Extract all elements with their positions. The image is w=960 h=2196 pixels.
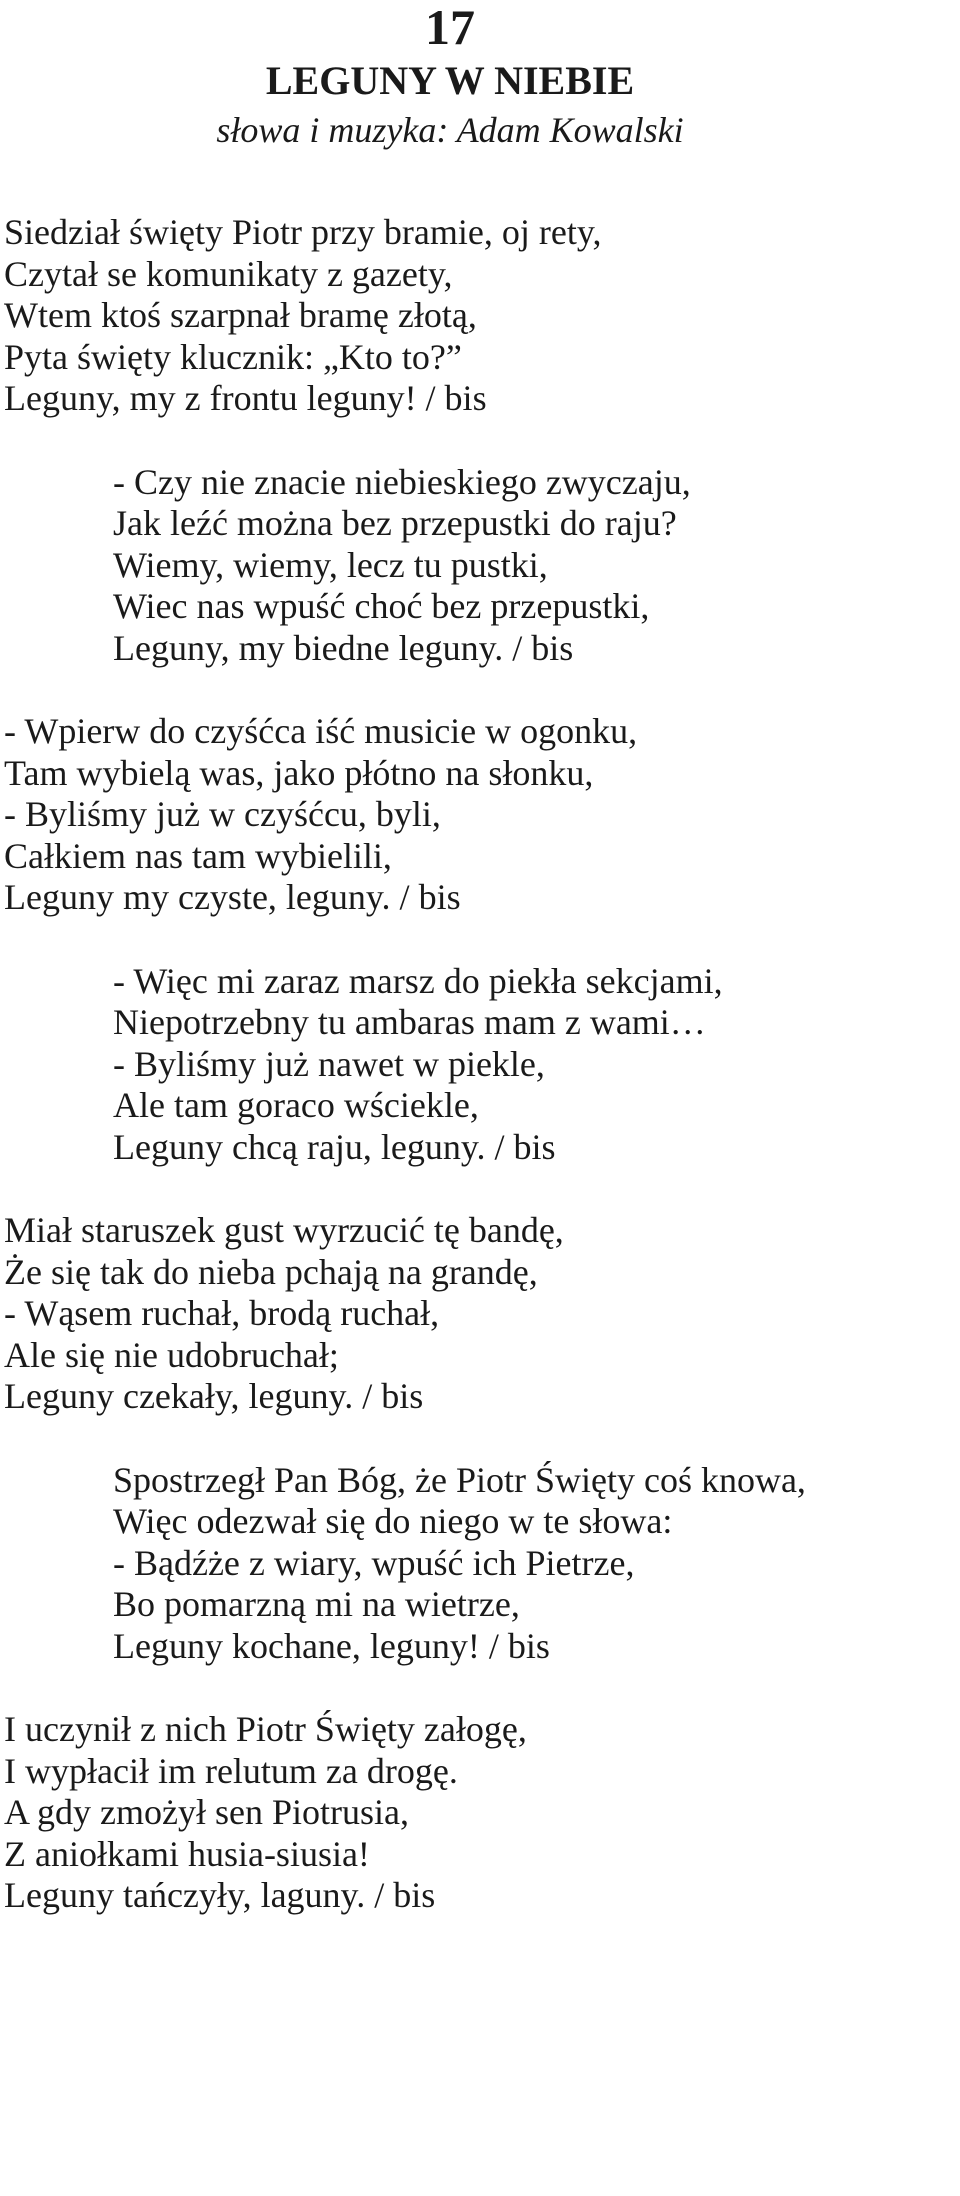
lyrics [0,212,960,1959]
verse-line: Leguny tańczyły, laguny. / bis [4,1875,436,1915]
verse-line: - Wąsem ruchał, brodą ruchał, [4,1293,440,1333]
verse-line: Leguny czekały, leguny. / bis [4,1376,424,1416]
verse-line: Bo pomarzną mi na wietrze, [113,1584,520,1624]
verse-line: Leguny, my biedne leguny. / bis [113,627,574,668]
verse-1 [0,212,960,420]
verse-line: I uczynił z nich Piotr Święty załogę, [4,1709,527,1749]
verse-line: Leguny, my z frontu leguny! / bis [4,378,487,418]
verse-line: - Bądźże z wiary, wpuść ich Pietrze, [113,1542,635,1583]
verse-line: A gdy zmożył sen Piotrusia, [4,1792,409,1832]
verse-line: - Czy nie znacie niebieskiego zwyczaju, [113,461,691,502]
verse-line: Leguny chcą raju, leguny. / bis [113,1126,556,1167]
verse-line: Wtem ktoś szarpnał bramę złotą, [4,295,477,335]
verse-line: Czytał se komunikaty z gazety, [4,253,453,294]
verse-7 [0,1709,960,1917]
verse-line: Że się tak do nieba pchają na grandę, [4,1251,538,1292]
verse-line: Z aniołkami husia-siusia! [4,1833,370,1874]
verse-line: Ale tam goraco wściekle, [113,1085,479,1125]
verse-line: Wiemy, wiemy, lecz tu pustki, [113,544,548,585]
verse-line: Siedział święty Piotr przy bramie, oj rety, [4,212,602,252]
verse-line: - Byliśmy już nawet w piekle, [113,1043,545,1084]
verse-line: Więc odezwał się do niego w te słowa: [113,1501,673,1541]
verse-line: Spostrzegł Pan Bóg, że Piotr Święty coś knowa, [113,1459,806,1500]
verse-2 [0,462,960,670]
song-title: LEGUNY W NIEBIE [265,58,635,103]
verse-line: - Byliśmy już w czyśćcu, byli, [4,794,441,834]
verse-line: Leguny kochane, leguny! / bis [113,1625,550,1666]
verse-line: - Wpierw do czyśćca iść musicie w ogonku, [4,711,638,751]
verse-line: Całkiem nas tam wybielili, [4,835,392,876]
verse-3 [0,711,960,919]
verse-line: Miał staruszek gust wyrzucić tę bandę, [4,1210,564,1250]
song-credits: słowa i muzyka: Adam Kowalski [216,110,684,150]
verse-6 [0,1460,960,1668]
song-number: 17 [425,0,475,55]
verse-line: Tam wybielą was, jako płótno na słonku, [4,752,594,793]
verse-line: Wiec nas wpuść choć bez przepustki, [113,586,650,626]
verse-line: Leguny my czyste, leguny. / bis [4,877,461,917]
verse-line: - Więc mi zaraz marsz do piekła sekcjami, [113,960,723,1001]
verse-line: Pyta święty klucznik: „Kto to?” [4,336,462,377]
verse-line: Niepotrzebny tu ambaras mam z wami… [113,1002,706,1042]
verse-line: I wypłacił im relutum za drogę. [4,1750,458,1791]
verse-line: Jak leźć można bez przepustki do raju? [113,503,677,543]
verse-5 [0,1210,960,1418]
verse-4 [0,961,960,1169]
verse-line: Ale się nie udobruchał; [4,1334,339,1375]
